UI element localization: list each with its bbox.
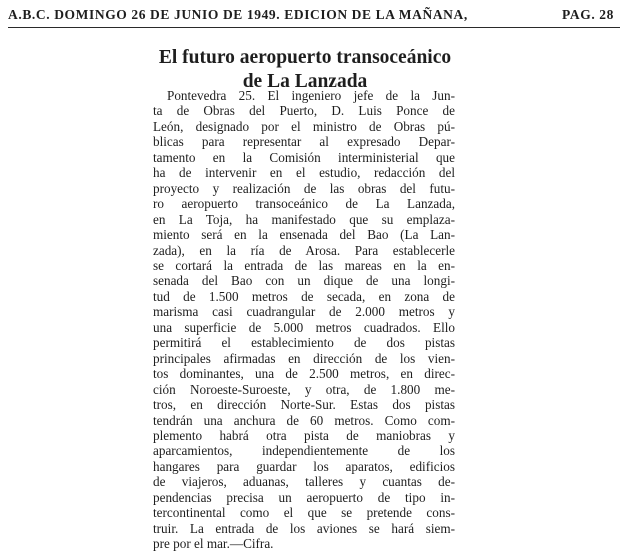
article-line: de viajeros, aduanas, talleres y cuantas de- bbox=[153, 474, 455, 490]
article-title-line-1: El futuro aeropuerto transoceánico bbox=[158, 47, 452, 68]
article-line: truir. La entrada de los aviones se hará siem- bbox=[153, 520, 455, 536]
article-line: tros, en dirección Norte-Sur. Estas dos pistas bbox=[153, 397, 455, 413]
article-body bbox=[153, 88, 455, 552]
newspaper-header bbox=[8, 7, 614, 23]
article-line: plemento habrá otra pista de maniobras y bbox=[153, 427, 455, 443]
article-line: proyecto y realización de las obras del futu- bbox=[153, 180, 455, 196]
article-line: blicas para representar al expresado Depar- bbox=[153, 134, 455, 150]
article-line: se cortará la entrada de las mareas en la en- bbox=[153, 257, 455, 273]
article-line: ción Noroeste-Suroeste, y otra, de 1.800 me- bbox=[153, 381, 455, 397]
article-line: ha de intervenir en el estudio, redacción del bbox=[153, 165, 455, 181]
header-page-number: PAG. 28 bbox=[562, 7, 614, 22]
article-line: León, designado por el ministro de Obras pú- bbox=[153, 118, 455, 134]
article-line: aparcamientos, independientemente de los bbox=[153, 443, 455, 459]
article-line: tud de 1.500 metros de secada, en zona de bbox=[153, 288, 455, 304]
article-line: en La Toja, ha manifestado que su emplaza- bbox=[153, 211, 455, 227]
article-line: zada), en la ría de Arosa. Para establecerle bbox=[153, 242, 455, 258]
article-line: principales afirmadas en dirección de los vien- bbox=[153, 350, 455, 366]
header-divider bbox=[8, 27, 620, 28]
article-line: pendencias precisa un aeropuerto de tipo in- bbox=[153, 489, 455, 505]
article-line: Pontevedra 25. El ingeniero jefe de la Jun- bbox=[167, 88, 455, 103]
article-line: tos dominantes, una de 2.500 metros, en direc- bbox=[153, 366, 455, 382]
article-line: tercontinental como el que se pretende cons- bbox=[153, 505, 455, 521]
article-title bbox=[140, 46, 470, 94]
article-line: pre por el mar.—Cifra. bbox=[153, 536, 274, 552]
header-publication-date: A.B.C. DOMINGO 26 DE JUNIO DE 1949. EDICION DE LA MAÑANA, bbox=[8, 7, 468, 22]
article-line: tendrán una anchura de 60 metros. Como com- bbox=[153, 412, 455, 428]
article-line: senada del Bao con un dique de una longi- bbox=[153, 273, 455, 289]
article-line: una superficie de 5.000 metros cuadrados. Ello bbox=[153, 319, 455, 335]
article-line: hangares para guardar los aparatos, edificios bbox=[153, 458, 455, 474]
article-title-line-2: de La Lanzada bbox=[242, 71, 368, 92]
article-line: ro aeropuerto transoceánico de La Lanzada, bbox=[153, 196, 455, 212]
article-line: marisma casi cuadrangular de 2.000 metros y bbox=[153, 304, 455, 320]
article-line: ta de Obras del Puerto, D. Luis Ponce de bbox=[153, 103, 455, 119]
article-line: permitirá el establecimiento de dos pistas bbox=[153, 335, 455, 351]
article-line: miento será en la ensenada del Bao (La Lan- bbox=[153, 227, 455, 243]
article-line: tamento en la Comisión interministerial que bbox=[153, 149, 455, 165]
